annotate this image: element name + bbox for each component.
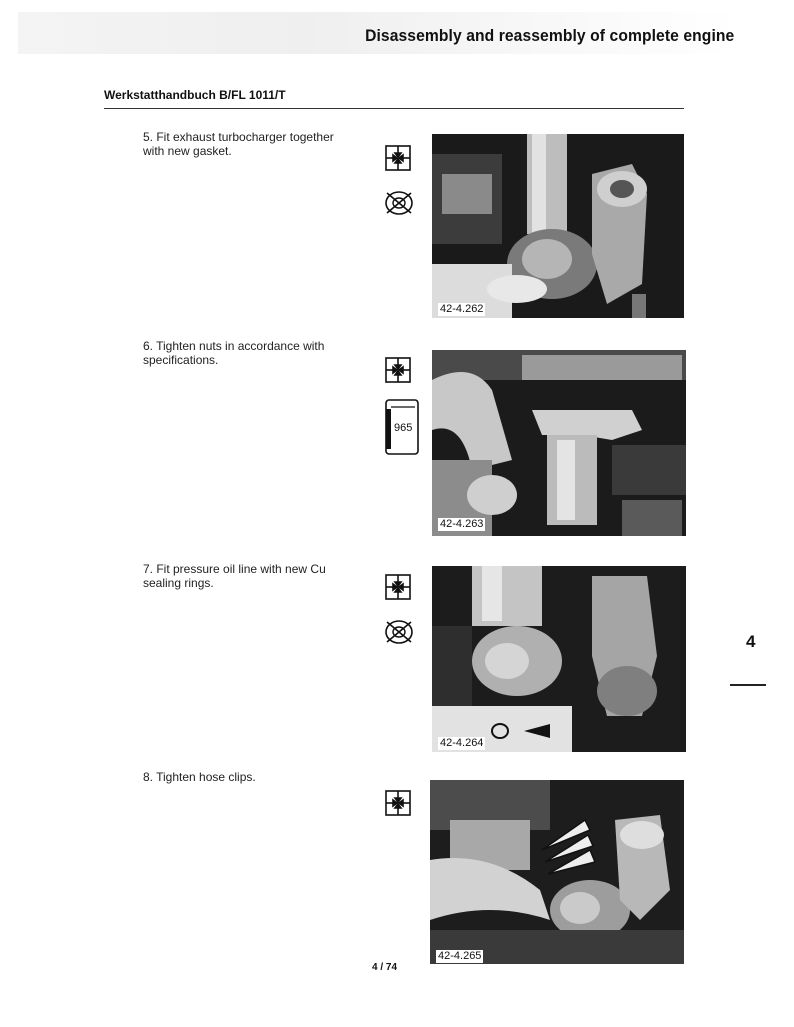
- figure-label: 42-4.262: [440, 303, 484, 315]
- engine-photo: [432, 350, 686, 536]
- reference-number: 965: [394, 422, 413, 434]
- manual-title: Werkstatthandbuch B/FL 1011/T: [104, 88, 286, 102]
- assembly-icon: [385, 145, 411, 171]
- step-6-text: 6. Tighten nuts in accordance with specifications.: [143, 339, 325, 367]
- header-rule: [104, 108, 684, 109]
- replace-gasket-icon: [384, 190, 414, 216]
- step-7-text: 7. Fit pressure oil line with new Cu sealing rings.: [143, 562, 326, 590]
- step-5-text: 5. Fit exhaust turbocharger together with new gasket.: [143, 130, 334, 158]
- figure-label: 42-4.264: [440, 737, 484, 749]
- chapter-number: 4: [746, 632, 756, 651]
- assembly-icon: [385, 357, 411, 383]
- engine-photo: [432, 134, 684, 318]
- assembly-icon: [385, 790, 411, 816]
- chapter-rule: [730, 684, 766, 686]
- manual-reference-icon: [385, 399, 419, 455]
- figure-label: 42-4.263: [440, 518, 484, 530]
- page-number: 4 / 74: [372, 962, 398, 973]
- replace-gasket-icon: [384, 619, 414, 645]
- figure-label: 42-4.265: [438, 950, 482, 962]
- page-title: Disassembly and reassembly of complete engine: [364, 26, 734, 45]
- engine-photo: [430, 780, 684, 964]
- assembly-icon: [385, 574, 411, 600]
- engine-photo: [432, 566, 686, 752]
- step-8-text: 8. Tighten hose clips.: [143, 770, 256, 784]
